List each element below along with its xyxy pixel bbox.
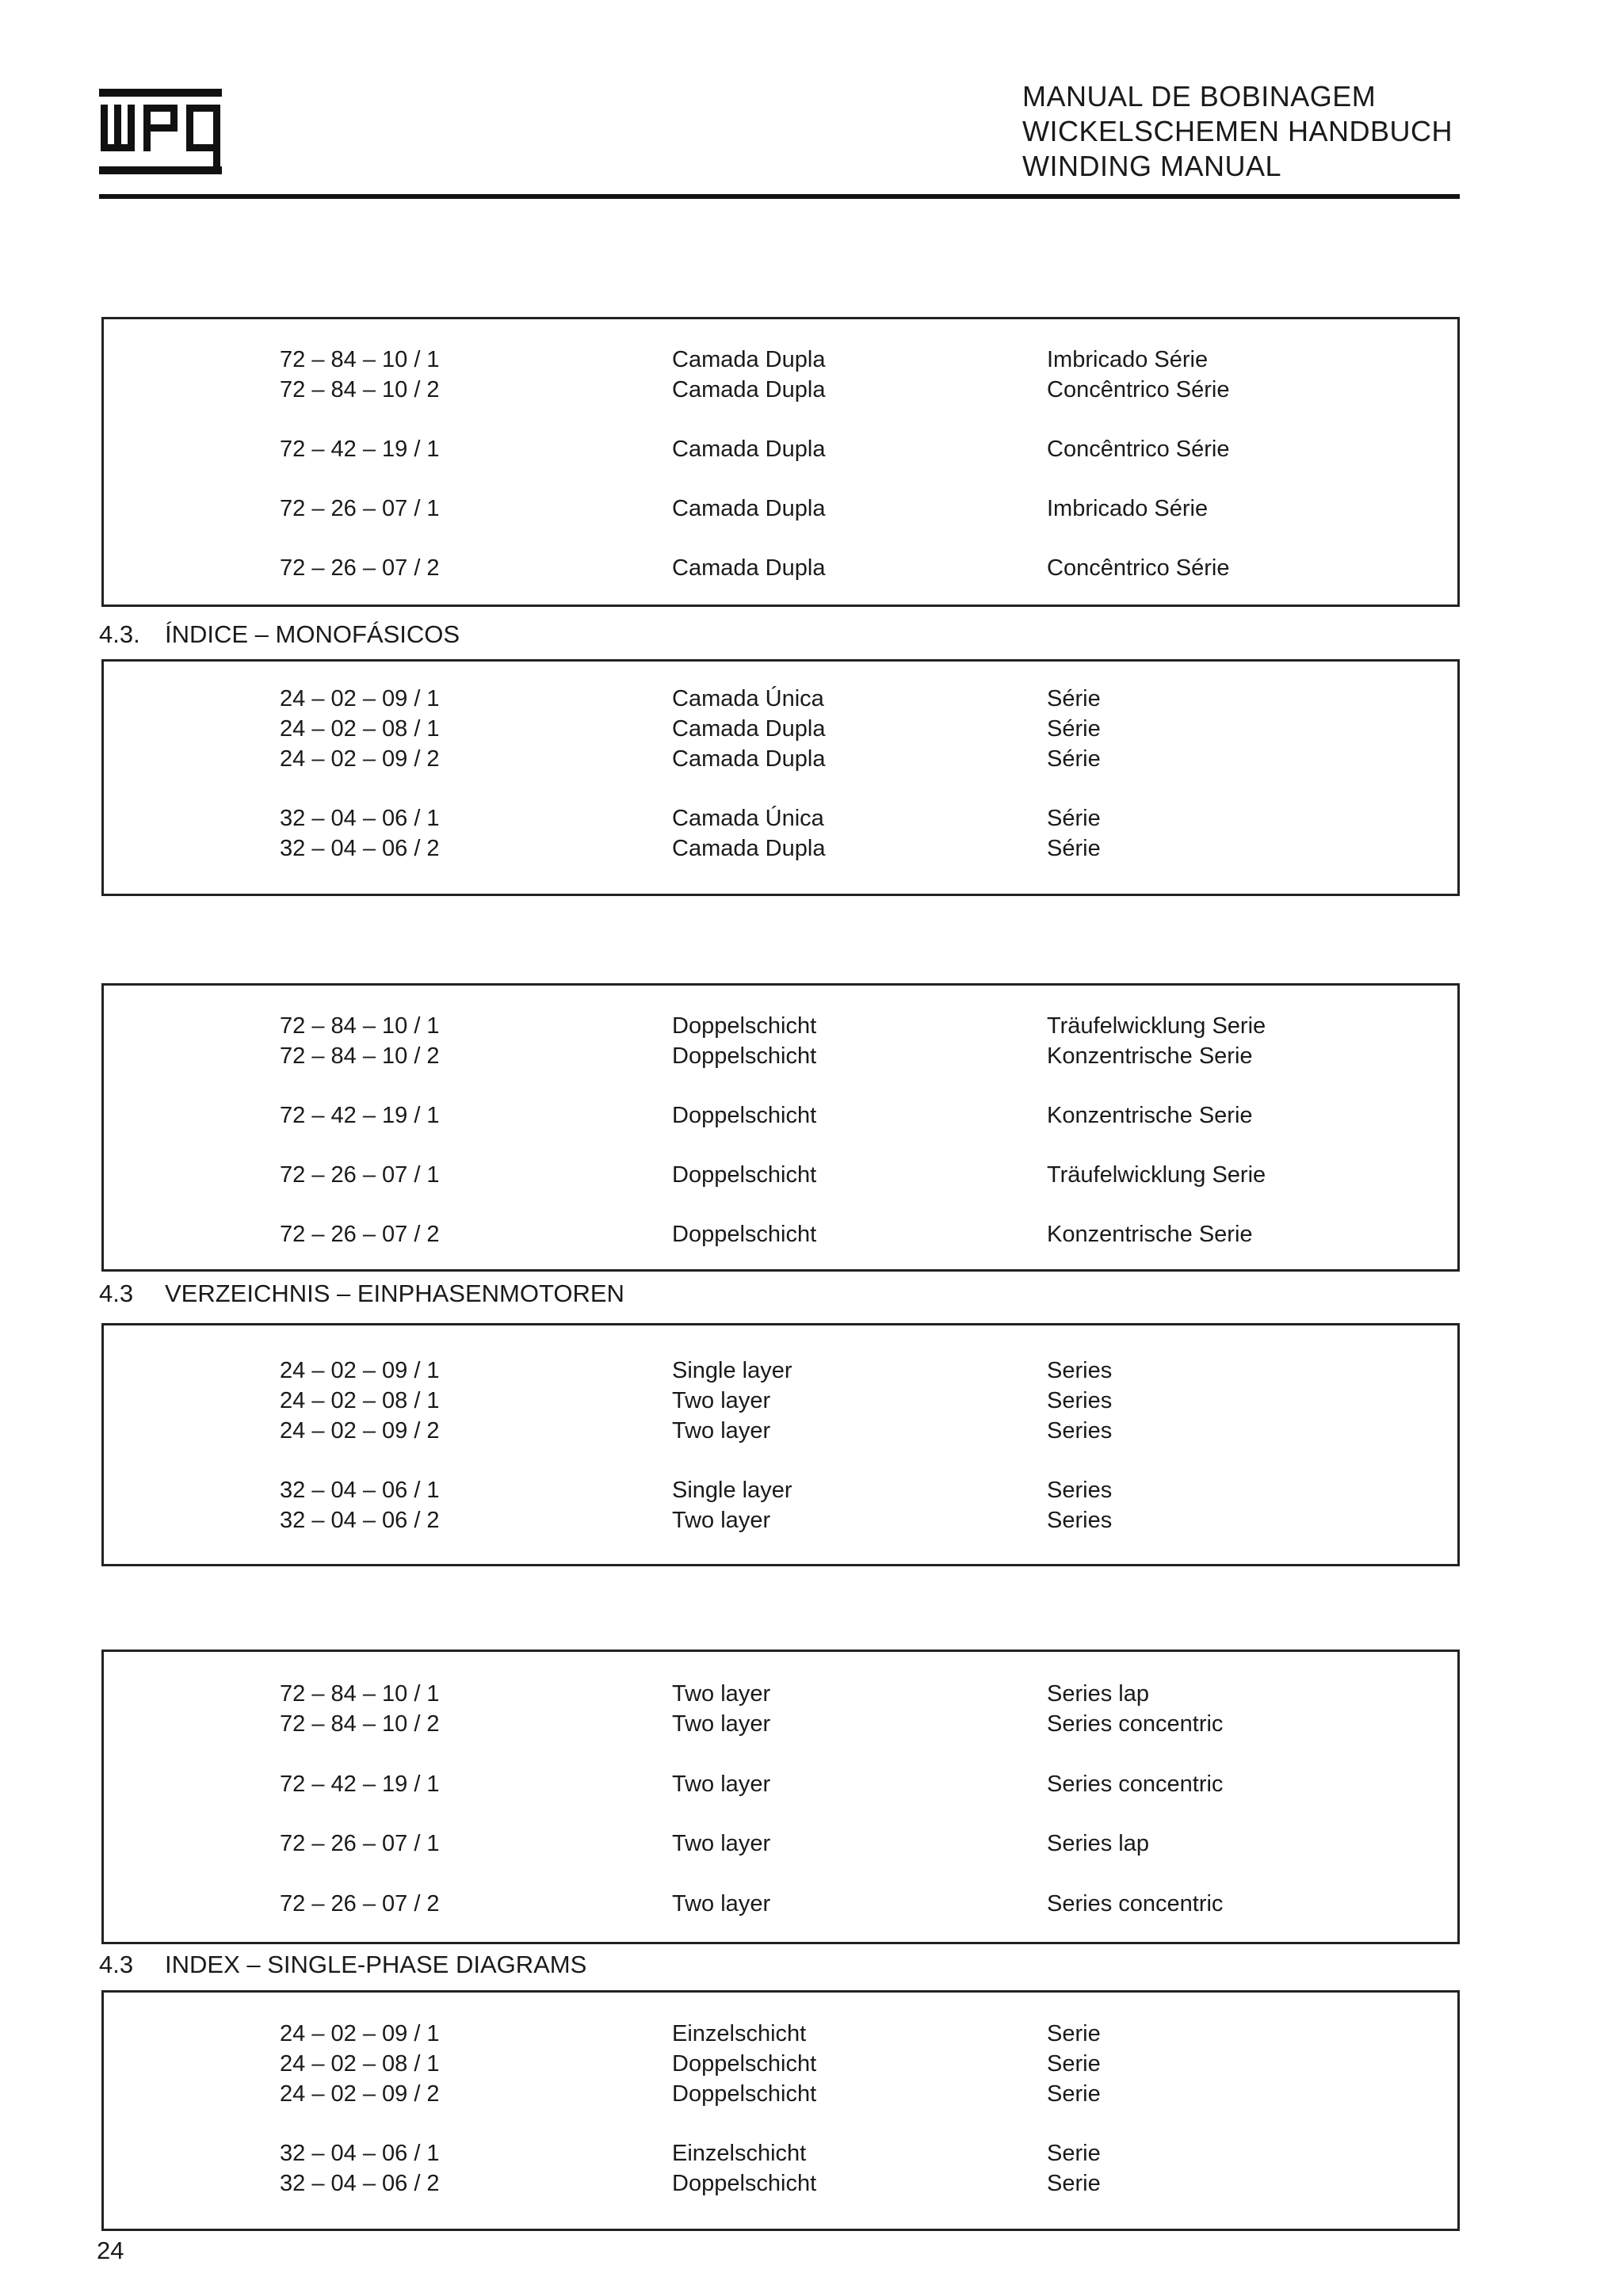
table-row — [104, 494, 1457, 524]
diagram-code: 32 – 04 – 06 / 2 — [280, 2171, 440, 2196]
winding-type: Concêntrico Série — [1047, 437, 1230, 462]
table-row — [104, 684, 1457, 714]
diagram-code: 32 – 04 – 06 / 1 — [280, 2141, 440, 2166]
layer-type: Two layer — [672, 1388, 771, 1413]
table-row — [104, 1356, 1457, 1386]
layer-type: Single layer — [672, 1478, 792, 1503]
layer-type: Doppelschicht — [672, 2051, 817, 2077]
table-row — [104, 803, 1457, 833]
layer-type: Camada Dupla — [672, 746, 826, 772]
winding-type: Series — [1047, 1388, 1113, 1413]
winding-type: Imbricado Série — [1047, 496, 1209, 521]
layer-type: Two layer — [672, 1711, 771, 1737]
layer-type: Camada Dupla — [672, 836, 826, 861]
winding-type: Serie — [1047, 2171, 1101, 2196]
weg-logo — [99, 89, 222, 174]
page-number: 24 — [97, 2237, 124, 2264]
diagram-code: 72 – 42 – 19 / 1 — [280, 1772, 440, 1797]
winding-type: Konzentrische Serie — [1047, 1103, 1253, 1128]
winding-type: Series — [1047, 1478, 1113, 1503]
winding-type: Série — [1047, 746, 1101, 772]
diagram-code: 72 – 26 – 07 / 1 — [280, 1162, 440, 1188]
winding-type: Serie — [1047, 2021, 1101, 2046]
index-table-single-phase-de — [101, 1990, 1460, 2231]
winding-type: Concêntrico Série — [1047, 377, 1230, 402]
diagram-code: 24 – 02 – 08 / 1 — [280, 716, 440, 742]
diagram-code: 32 – 04 – 06 / 2 — [280, 1508, 440, 1533]
layer-type: Camada Única — [672, 686, 824, 711]
layer-type: Two layer — [672, 1681, 771, 1707]
diagram-code: 24 – 02 – 08 / 1 — [280, 1388, 440, 1413]
winding-type: Serie — [1047, 2141, 1101, 2166]
table-row — [104, 833, 1457, 864]
layer-type: Camada Dupla — [672, 716, 826, 742]
diagram-code: 24 – 02 – 09 / 2 — [280, 1418, 440, 1444]
diagram-code: 32 – 04 – 06 / 1 — [280, 806, 440, 831]
table-row — [104, 1160, 1457, 1190]
winding-type: Series lap — [1047, 1831, 1149, 1856]
diagram-code: 24 – 02 – 08 / 1 — [280, 2051, 440, 2077]
section-title: INDEX – SINGLE-PHASE DIAGRAMS — [165, 1951, 587, 1978]
winding-type: Imbricado Série — [1047, 347, 1209, 372]
winding-type: Träufelwicklung Serie — [1047, 1162, 1266, 1188]
diagram-code: 72 – 84 – 10 / 1 — [280, 1013, 440, 1039]
layer-type: Doppelschicht — [672, 1162, 817, 1188]
layer-type: Einzelschicht — [672, 2141, 807, 2166]
winding-type: Serie — [1047, 2081, 1101, 2107]
layer-type: Einzelschicht — [672, 2021, 807, 2046]
layer-type: Single layer — [672, 1358, 792, 1383]
diagram-code: 32 – 04 – 06 / 1 — [280, 1478, 440, 1503]
layer-type: Camada Única — [672, 806, 824, 831]
winding-type: Série — [1047, 716, 1101, 742]
section-title: VERZEICHNIS – EINPHASENMOTOREN — [165, 1280, 624, 1307]
table-row — [104, 1011, 1457, 1041]
table-row — [104, 2168, 1457, 2199]
section-number: 4.3 — [99, 1951, 134, 1978]
diagram-code: 24 – 02 – 09 / 2 — [280, 746, 440, 772]
layer-type: Doppelschicht — [672, 1043, 817, 1069]
diagram-code: 24 – 02 – 09 / 1 — [280, 2021, 440, 2046]
table-row — [104, 553, 1457, 583]
diagram-code: 72 – 84 – 10 / 2 — [280, 1711, 440, 1737]
winding-type: Series concentric — [1047, 1891, 1224, 1917]
table-row — [104, 375, 1457, 405]
table-row — [104, 1219, 1457, 1249]
layer-type: Doppelschicht — [672, 2081, 817, 2107]
winding-type: Series concentric — [1047, 1711, 1224, 1737]
index-table-three-phase-pt — [101, 317, 1460, 607]
table-row — [104, 1416, 1457, 1446]
diagram-code: 24 – 02 – 09 / 2 — [280, 2081, 440, 2107]
table-row — [104, 714, 1457, 744]
manual-title — [1022, 79, 1453, 184]
title-line-pt: MANUAL DE BOBINAGEM — [1022, 80, 1377, 113]
table-row — [104, 2138, 1457, 2168]
table-row — [104, 1475, 1457, 1505]
layer-type: Two layer — [672, 1418, 771, 1444]
index-table-single-phase-en — [101, 1323, 1460, 1566]
diagram-code: 72 – 84 – 10 / 1 — [280, 347, 440, 372]
winding-type: Serie — [1047, 2051, 1101, 2077]
diagram-code: 24 – 02 – 09 / 1 — [280, 686, 440, 711]
winding-type: Série — [1047, 806, 1101, 831]
table-row — [104, 2019, 1457, 2049]
layer-type: Doppelschicht — [672, 1013, 817, 1039]
layer-type: Camada Dupla — [672, 555, 826, 581]
diagram-code: 72 – 26 – 07 / 1 — [280, 1831, 440, 1856]
layer-type: Doppelschicht — [672, 1103, 817, 1128]
diagram-code: 72 – 42 – 19 / 1 — [280, 437, 440, 462]
winding-type: Series — [1047, 1508, 1113, 1533]
index-table-three-phase-en — [101, 1650, 1460, 1944]
layer-type: Camada Dupla — [672, 377, 826, 402]
table-row — [104, 1386, 1457, 1416]
index-table-three-phase-de — [101, 983, 1460, 1272]
layer-type: Doppelschicht — [672, 2171, 817, 2196]
layer-type: Two layer — [672, 1772, 771, 1797]
table-row — [104, 345, 1457, 375]
layer-type: Camada Dupla — [672, 496, 826, 521]
diagram-code: 32 – 04 – 06 / 2 — [280, 836, 440, 861]
diagram-code: 72 – 84 – 10 / 2 — [280, 1043, 440, 1069]
table-row — [104, 1505, 1457, 1535]
diagram-code: 72 – 26 – 07 / 1 — [280, 496, 440, 521]
section-number: 4.3. — [99, 620, 140, 648]
table-row — [104, 744, 1457, 774]
title-line-de: WICKELSCHEMEN HANDBUCH — [1022, 115, 1453, 147]
diagram-code: 72 – 84 – 10 / 2 — [280, 377, 440, 402]
table-row — [104, 1709, 1457, 1739]
layer-type: Two layer — [672, 1831, 771, 1856]
table-row — [104, 1889, 1457, 1919]
winding-type: Série — [1047, 686, 1101, 711]
winding-type: Series lap — [1047, 1681, 1149, 1707]
layer-type: Two layer — [672, 1508, 771, 1533]
table-row — [104, 2079, 1457, 2109]
table-row — [104, 1041, 1457, 1071]
diagram-code: 72 – 42 – 19 / 1 — [280, 1103, 440, 1128]
table-row — [104, 1769, 1457, 1799]
diagram-code: 72 – 26 – 07 / 2 — [280, 1222, 440, 1247]
section-number: 4.3 — [99, 1280, 134, 1307]
layer-type: Camada Dupla — [672, 347, 826, 372]
table-row — [104, 1100, 1457, 1131]
diagram-code: 72 – 26 – 07 / 2 — [280, 1891, 440, 1917]
title-line-en: WINDING MANUAL — [1022, 150, 1282, 182]
header-divider — [99, 194, 1460, 199]
diagram-code: 24 – 02 – 09 / 1 — [280, 1358, 440, 1383]
table-row — [104, 2049, 1457, 2079]
layer-type: Camada Dupla — [672, 437, 826, 462]
winding-type: Series — [1047, 1358, 1113, 1383]
section-title: ÍNDICE – MONOFÁSICOS — [165, 620, 460, 648]
winding-type: Series — [1047, 1418, 1113, 1444]
table-row — [104, 1679, 1457, 1709]
table-row — [104, 1829, 1457, 1859]
winding-type: Konzentrische Serie — [1047, 1043, 1253, 1069]
winding-type: Series concentric — [1047, 1772, 1224, 1797]
index-table-single-phase-pt — [101, 659, 1460, 896]
winding-type: Série — [1047, 836, 1101, 861]
layer-type: Two layer — [672, 1891, 771, 1917]
diagram-code: 72 – 26 – 07 / 2 — [280, 555, 440, 581]
winding-type: Concêntrico Série — [1047, 555, 1230, 581]
table-row — [104, 434, 1457, 464]
winding-type: Träufelwicklung Serie — [1047, 1013, 1266, 1039]
layer-type: Doppelschicht — [672, 1222, 817, 1247]
winding-type: Konzentrische Serie — [1047, 1222, 1253, 1247]
diagram-code: 72 – 84 – 10 / 1 — [280, 1681, 440, 1707]
